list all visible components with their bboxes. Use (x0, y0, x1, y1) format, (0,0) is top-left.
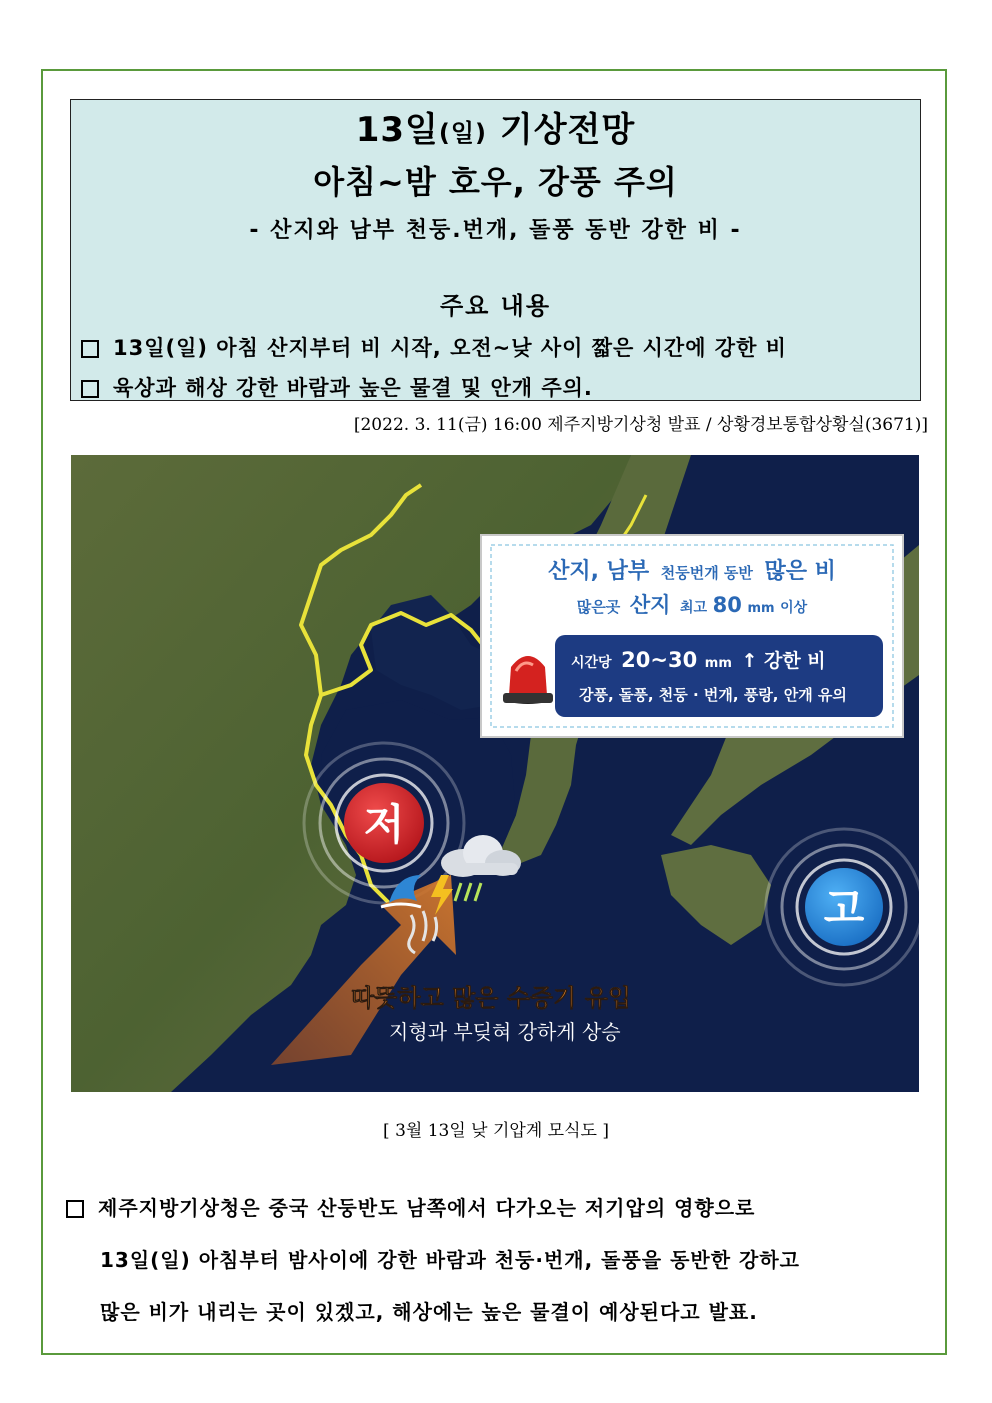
paragraph-line: 13일(일) 아침부터 밤사이에 강한 바람과 천둥·번개, 돌풍을 동반한 강하고 (100, 1248, 800, 1272)
info-line1: 산지, 남부 천둥번개 동반 많은 비 (548, 559, 836, 584)
moisture-title: 따뜻하고 많은 수증기 유입 (351, 984, 632, 1012)
page-title: 13일(일) 기상전망 (355, 110, 636, 150)
square-bullet-icon (81, 380, 99, 398)
moisture-subtitle: 지형과 부딪혀 강하게 상승 (389, 1020, 621, 1044)
high-label: 고 (823, 884, 865, 933)
issue-info: [2022. 3. 11(금) 16:00 제주지방기상청 발표 / 상황경보통합상황실(3671)] (353, 415, 928, 435)
header-box (70, 99, 921, 401)
sub-headline: - 산지와 남부 천둥.번개, 돌풍 동반 강한 비 - (249, 218, 742, 243)
alert-panel (555, 635, 883, 717)
weather-map (71, 455, 919, 1092)
info-line2: 많은곳 산지 최고 80 mm 이상 (576, 593, 808, 617)
low-label: 저 (363, 800, 405, 849)
alert-line2: 강풍, 돌풍, 천둥 · 번개, 풍랑, 안개 유의 (579, 686, 847, 704)
square-bullet-icon (81, 340, 99, 358)
headline: 아침~밤 호우, 강풍 주의 (313, 163, 678, 201)
paragraph-line: 제주지방기상청은 중국 산둥반도 남쪽에서 다가오는 저기압의 영향으로 (66, 1192, 916, 1244)
map-caption: [ 3월 13일 낮 기압계 모식도 ] (383, 1121, 609, 1141)
summary-bullet: 13일(일) 아침 산지부터 비 시작, 오전~낮 사이 짧은 시간에 강한 비 (81, 332, 787, 362)
paragraph-line: 많은 비가 내리는 곳이 있겠고, 해상에는 높은 물결이 예상된다고 발표. (100, 1300, 758, 1324)
summary-bullet: 육상과 해상 강한 바람과 높은 물결 및 안개 주의. (81, 372, 593, 402)
square-bullet-icon (66, 1200, 84, 1218)
body-paragraph (66, 1192, 916, 1348)
alert-line1: 시간당 20~30 mm ↑ 강한 비 (571, 648, 826, 672)
info-box (481, 535, 903, 737)
section-title: 주요 내용 (439, 292, 552, 320)
